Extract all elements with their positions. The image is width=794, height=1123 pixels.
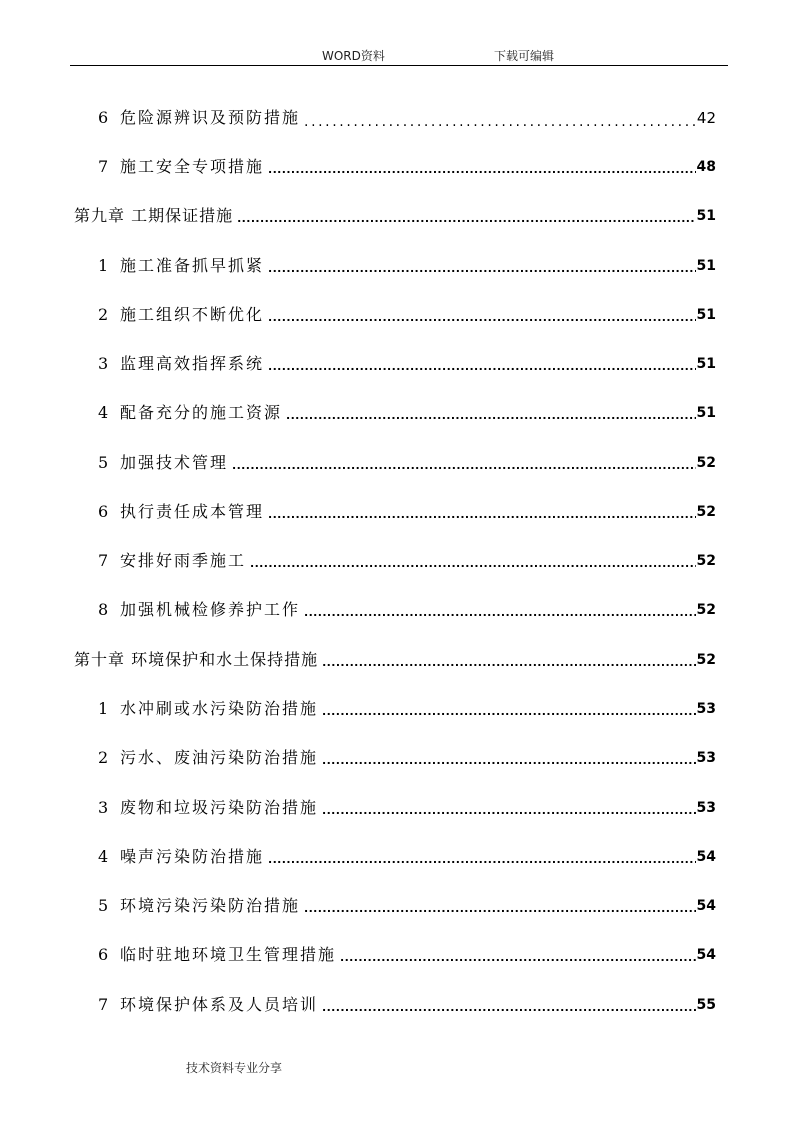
toc-entry[interactable] <box>98 993 716 1015</box>
toc-entry-number: 1 <box>98 699 109 718</box>
toc-entry[interactable] <box>98 746 716 768</box>
toc-entry-title: 临时驻地环境卫生管理措施 <box>120 945 337 964</box>
toc-entry-page: 52 <box>696 553 716 569</box>
toc-chapter-title: 第十章 环境保护和水土保持措施 <box>74 650 319 669</box>
toc-entry-page: 51 <box>696 258 716 274</box>
toc-dot-leader <box>340 945 696 965</box>
toc-entry[interactable] <box>98 401 716 423</box>
toc-entry-title: 施工准备抓早抓紧 <box>120 256 265 275</box>
toc-entry[interactable] <box>98 500 716 522</box>
toc-entry-page: 54 <box>696 898 716 914</box>
toc-entry-page: 54 <box>696 849 716 865</box>
toc-entry-number: 6 <box>98 502 109 521</box>
toc-entry-number: 7 <box>98 157 109 176</box>
toc-dot-leader <box>304 108 696 128</box>
toc-entry-title: 危险源辨识及预防措施 <box>120 108 301 127</box>
toc-entry[interactable] <box>98 845 716 867</box>
toc-entry-title: 安排好雨季施工 <box>120 551 247 570</box>
toc-entry-number: 5 <box>98 453 109 472</box>
toc-dot-leader <box>237 206 695 226</box>
toc-entry[interactable] <box>98 894 716 916</box>
toc-entry[interactable] <box>98 254 716 276</box>
toc-entry-page: 48 <box>696 159 716 175</box>
toc-chapter-entry[interactable] <box>74 648 716 670</box>
toc-entry-number: 3 <box>98 354 109 373</box>
toc-dot-leader <box>322 798 696 818</box>
toc-entry-page: 52 <box>696 652 716 668</box>
toc-entry-number: 7 <box>98 995 109 1014</box>
toc-entry-number: 6 <box>98 945 109 964</box>
toc-dot-leader <box>322 699 696 719</box>
toc-entry-number: 4 <box>98 403 109 422</box>
toc-dot-leader <box>322 995 696 1015</box>
toc-chapter-entry[interactable] <box>74 204 716 226</box>
toc-entry[interactable] <box>98 352 716 374</box>
toc-entry-number: 2 <box>98 748 109 767</box>
toc-dot-leader <box>322 650 695 670</box>
toc-dot-leader <box>268 305 696 325</box>
toc-entry-number: 5 <box>98 896 109 915</box>
toc-dot-leader <box>268 256 696 276</box>
toc-entry-title: 环境保护体系及人员培训 <box>120 995 319 1014</box>
toc-entry-title: 施工组织不断优化 <box>120 305 265 324</box>
toc-dot-leader <box>268 157 696 177</box>
toc-dot-leader <box>232 453 696 473</box>
toc-entry-page: 51 <box>696 356 716 372</box>
toc-entry-page: 53 <box>696 701 716 717</box>
toc-entry-title: 水冲刷或水污染防治措施 <box>120 699 319 718</box>
page-footer: 技术资料专业分享 <box>186 1061 283 1075</box>
toc-entry-page: 52 <box>696 602 716 618</box>
toc-dot-leader <box>304 896 696 916</box>
toc-dot-leader <box>304 600 696 620</box>
toc-dot-leader <box>286 403 696 423</box>
toc-entry-page: 42 <box>696 109 716 127</box>
toc-entry-number: 7 <box>98 551 109 570</box>
toc-entry-title: 施工安全专项措施 <box>120 157 265 176</box>
toc-entry-number: 2 <box>98 305 109 324</box>
toc-dot-leader <box>250 551 696 571</box>
toc-entry[interactable] <box>98 697 716 719</box>
toc-entry-title: 废物和垃圾污染防治措施 <box>120 798 319 817</box>
toc-entry-title: 环境污染污染防治措施 <box>120 896 301 915</box>
toc-dot-leader <box>268 847 696 867</box>
toc-entry-title: 监理高效指挥系统 <box>120 354 265 373</box>
toc-entry-title: 污水、废油污染防治措施 <box>120 748 319 767</box>
toc-entry-page: 52 <box>696 455 716 471</box>
toc-entry[interactable] <box>98 106 716 128</box>
toc-entry-title: 噪声污染防治措施 <box>120 847 265 866</box>
toc-entry-page: 54 <box>696 947 716 963</box>
toc-entry-number: 6 <box>98 108 109 127</box>
toc-chapter-title: 第九章 工期保证措施 <box>74 206 234 225</box>
header-left-text: WORD资料 <box>322 49 385 63</box>
toc-entry-page: 53 <box>696 800 716 816</box>
toc-entry-title: 执行责任成本管理 <box>120 502 265 521</box>
toc-entry-page: 53 <box>696 750 716 766</box>
toc-entry[interactable] <box>98 598 716 620</box>
toc-entry[interactable] <box>98 155 716 177</box>
toc-entry-title: 加强技术管理 <box>120 453 229 472</box>
toc-entry[interactable] <box>98 943 716 965</box>
toc-entry-page: 52 <box>696 504 716 520</box>
toc-entry-number: 8 <box>98 600 109 619</box>
header-right-text: 下载可编辑 <box>494 49 555 63</box>
toc-dot-leader <box>322 748 696 768</box>
toc-entry-title: 加强机械检修养护工作 <box>120 600 301 619</box>
toc-entry-page: 51 <box>696 208 716 224</box>
toc-entry[interactable] <box>98 451 716 473</box>
toc-entry-number: 3 <box>98 798 109 817</box>
toc-entry-title: 配备充分的施工资源 <box>120 403 283 422</box>
toc-dot-leader <box>268 502 696 522</box>
toc-entry-number: 1 <box>98 256 109 275</box>
toc-entry[interactable] <box>98 303 716 325</box>
toc-entry-page: 51 <box>696 307 716 323</box>
toc-entry[interactable] <box>98 549 716 571</box>
toc-entry-number: 4 <box>98 847 109 866</box>
toc-entry[interactable] <box>98 796 716 818</box>
toc-dot-leader <box>268 354 696 374</box>
toc-entry-page: 51 <box>696 405 716 421</box>
toc-entry-page: 55 <box>696 997 716 1013</box>
